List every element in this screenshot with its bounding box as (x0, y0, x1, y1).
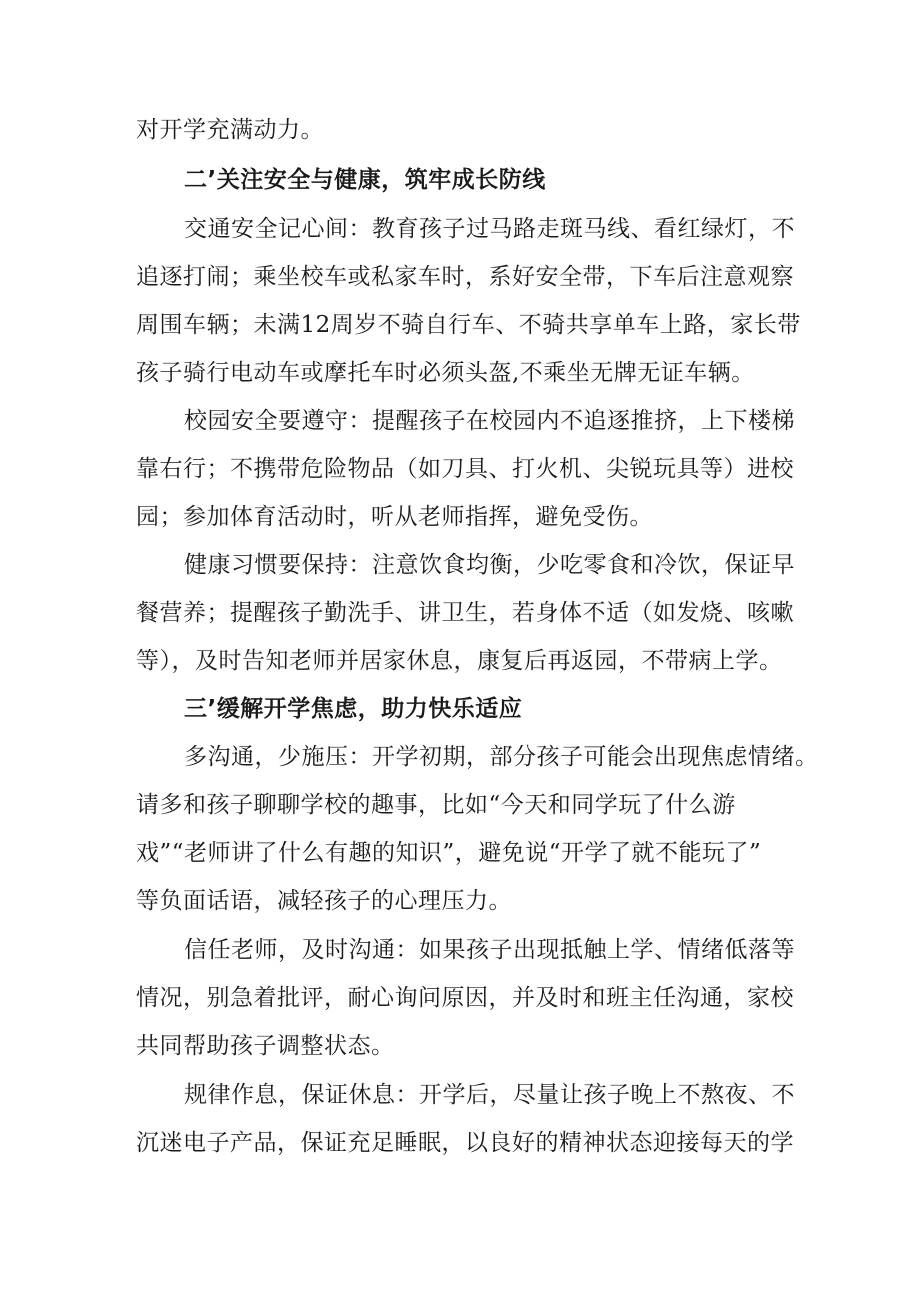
paragraph-line: 规律作息，保证休息：开学后，尽量让孩子晚上不熬夜、不 (184, 1082, 795, 1108)
paragraph-line: 健康习惯要保持：注意饮食均衡，少吃零食和冷饮，保证早 (184, 552, 795, 578)
paragraph-line: 请多和孩子聊聊学校的趣事，比如“今天和同学玩了什么游 (136, 792, 736, 818)
paragraph-line: 沉迷电子产品，保证充足睡眠，以良好的精神状态迎接每天的学 (136, 1130, 794, 1156)
paragraph-line: 追逐打闹；乘坐校车或私家车时，系好安全带，下车后注意观察 (136, 264, 794, 290)
paragraph-line: 周围车辆；未满12周岁不骑自行车、不骑共享单车上路，家长带 (136, 312, 801, 338)
paragraph-line: 对开学充满动力。 (136, 117, 324, 143)
paragraph-line: 等负面话语，减轻孩子的心理压力。 (136, 888, 512, 914)
paragraph-line: 情况，别急着批评，耐心询问原因，并及时和班主任沟通，家校 (136, 985, 794, 1011)
paragraph-line: 多沟通，少施压：开学初期，部分孩子可能会出现焦虑情绪。 (184, 744, 819, 770)
paragraph-line: 孩子骑行电动车或摩托车时必须头盔,不乘坐无牌无证车辆。 (136, 360, 755, 386)
paragraph-line: 靠右行；不携带危险物品（如刀具、打火机、尖锐玩具等）进校 (136, 456, 794, 482)
section-heading-3: 三’缓解开学焦虑，助力快乐适应 (184, 696, 523, 722)
paragraph-line: 共同帮助孩子调整状态。 (136, 1033, 395, 1059)
paragraph-line: 信任老师，及时沟通：如果孩子出现抵触上学、情绪低落等 (184, 937, 795, 963)
paragraph-line: 餐营养；提醒孩子勤洗手、讲卫生，若身体不适（如发烧、咳嗽 (136, 600, 794, 626)
paragraph-line: 等），及时告知老师并居家休息，康复后再返园，不带病上学。 (136, 648, 783, 674)
section-heading-2: 二’关注安全与健康，筑牢成长防线 (184, 167, 546, 193)
paragraph-line: 园；参加体育活动时，听从老师指挥，避免受伤。 (136, 504, 653, 530)
paragraph-line: 戏”“老师讲了什么有趣的知识”，避免说“开学了就不能玩了” (136, 840, 762, 866)
paragraph-line: 交通安全记心间：教育孩子过马路走斑马线、看红绿灯，不 (184, 216, 795, 242)
paragraph-line: 校园安全要遵守：提醒孩子在校园内不追逐推挤，上下楼梯 (184, 408, 795, 434)
